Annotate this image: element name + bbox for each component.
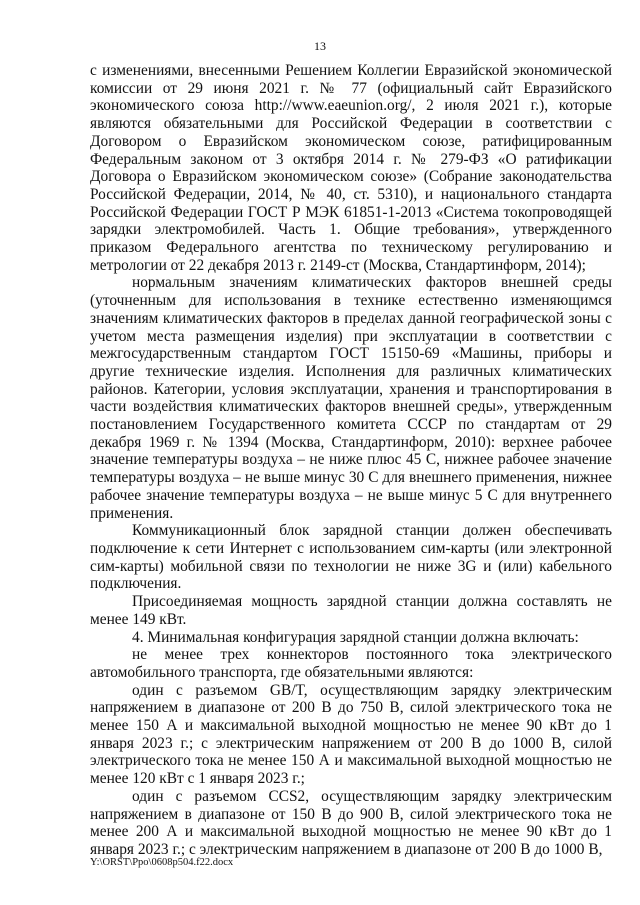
paragraph-connected-power: Присоединяемая мощность зарядной станции должна составлять не менее 149 кВт. bbox=[90, 593, 612, 628]
page-number: 13 bbox=[314, 39, 326, 53]
paragraph-continuation: с изменениями, внесенными Решением Коллегии Евразийской экономической комиссии от 29 июня 2021 г. № 77 (официальный сайт Евразийского экономического союза http://www.eaeunion.org/, 2 июля 2021 г.), которые являются обязательными для Российской Федерации в соответствии с Договором о Евразийском экономическом союзе, ратифицированным Федеральным законом от 3 октября 2014 г. № 279-ФЗ «О ратификации Договора о Евразийском экономическом союзе» (Собрание законодательства Российской Федерации, 2014, № 40, ст. 5310), и национального стандарта Российской Федерации ГОСТ Р МЭК 61851-1-2013 «Система токопроводящей зарядки электромобилей. Часть 1. Общие требования», утвержденного приказом Федерального агентства по техническому регулированию и метрологии от 22 декабря 2013 г. 2149-ст (Москва, Стандартинформ, 2014); bbox=[90, 62, 612, 274]
paragraph-gbt-connector: один с разъемом GB/T, осуществляющим зарядку электрическим напряжением в диапазоне от 200 В до 750 В, силой электрического тока не менее 150 А и максимальной выходной мощностью не менее 90 кВт до 1 января 2023 г.; с электрическим напряжением от 200 В до 1000 В, силой электрического тока не менее 150 А и максимальной выходной мощностью не менее 120 кВт с 1 января 2023 г.; bbox=[90, 681, 612, 788]
paragraph-communication-block: Коммуникационный блок зарядной станции должен обеспечивать подключение к сети Интернет с использованием сим-карты (или электронной сим-карты) мобильной связи по технологии не ниже 3G и (или) кабельного подключения. bbox=[90, 522, 612, 593]
paragraph-minimal-configuration: 4. Минимальная конфигурация зарядной станции должна включать: bbox=[132, 628, 579, 646]
paragraph-climate-conditions: нормальным значениям климатических факторов внешней среды (уточненным для использования в технике естественно изменяющимся значениям климатических факторов в пределах данной географической зоны с учетом места размещения изделия) при эксплуатации в соответствии с межгосударственным стандартом ГОСТ 15150-69 «Машины, приборы и другие технические изделия. Исполнения для различных климатических районов. Категории, условия эксплуатации, хранения и транспортирования в части воздействия климатических факторов внешней среды», утвержденным постановлением Государственного комитета СССР по стандартам от 29 декабря 1969 г. № 1394 (Москва, Стандартинформ, 2010): верхнее рабочее значение температуры воздуха – не ниже плюс 45 С, нижнее рабочее значение температуры воздуха – не выше минус 30 С для внешнего применения, нижнее рабочее значение температуры воздуха – не выше минус 5 С для внутреннего применения. bbox=[90, 274, 612, 522]
paragraph-dc-connectors: не менее трех коннекторов постоянного тока электрического автомобильного транспорта, где обязательными являются: bbox=[90, 646, 612, 681]
document-body bbox=[90, 62, 612, 859]
footer-file-path: Y:\ORST\Ppo\0608p504.f22.docx bbox=[90, 857, 234, 868]
paragraph-ccs2-connector: один с разъемом CCS2, осуществляющим зарядку электрическим напряжением в диапазоне от 150 В до 900 В, силой электрического тока не менее 200 А и максимальной выходной мощностью не менее 90 кВт до 1 января 2023 г.; с электрическим напряжением в диапазоне от 200 В до 1000 В, bbox=[90, 787, 612, 858]
